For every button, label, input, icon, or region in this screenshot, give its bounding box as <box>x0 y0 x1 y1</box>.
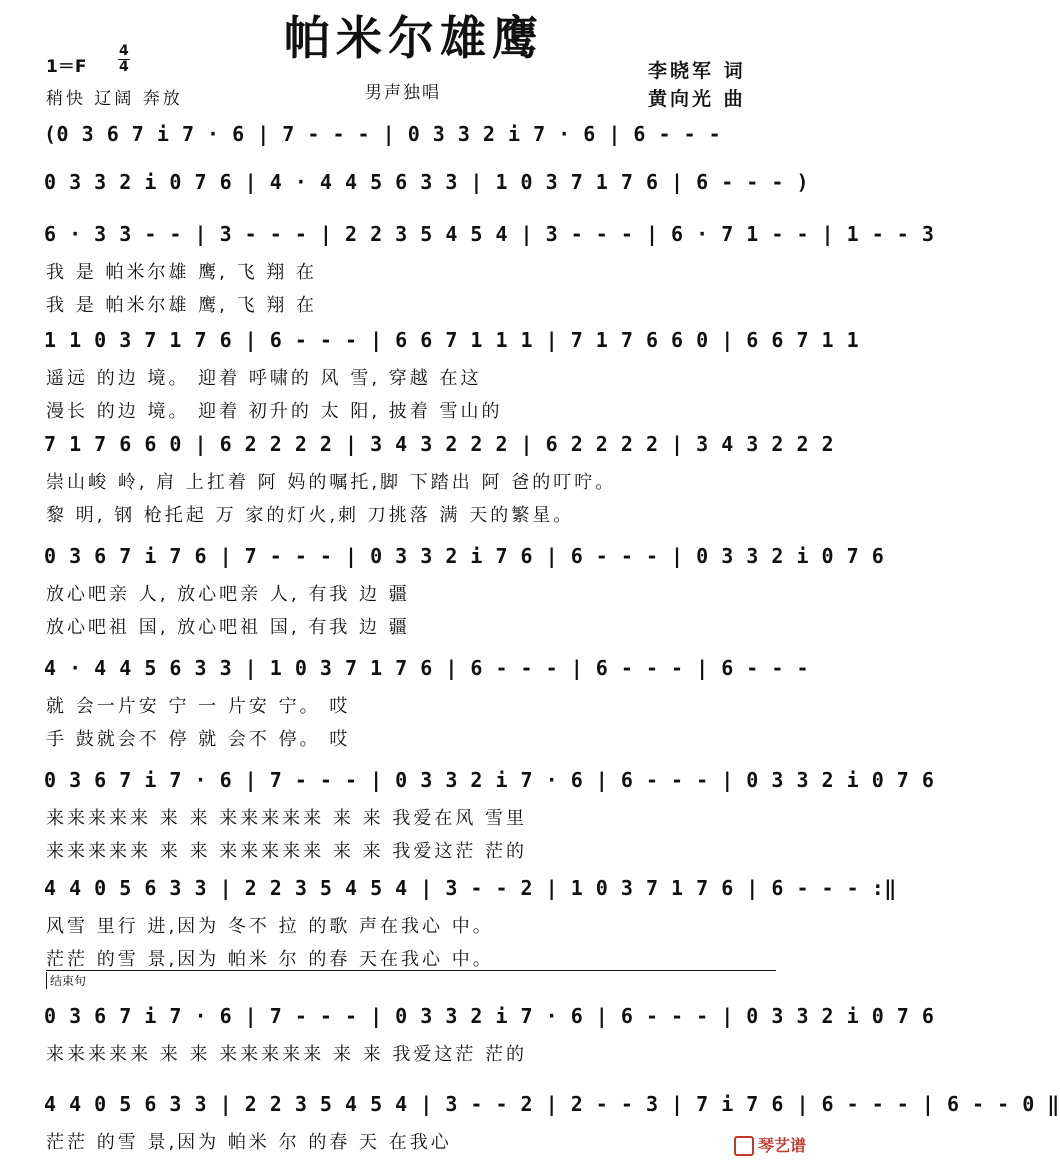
time-signature <box>118 44 130 75</box>
lyric-line: 茫茫 的雪 景,因为 帕米 尔 的春 天 在我心 <box>46 1132 452 1153</box>
key-signature: 1＝F <box>46 57 87 77</box>
notation-line: 4 4 0 5 6 3 3 | 2 2 3 5 4 5 4 | 3 - - 2 | 1 0 3 7 1 7 6 | 6 - - - :‖ <box>44 876 897 900</box>
watermark-text: 琴艺谱 <box>757 1135 806 1155</box>
lyric-line: 我 是 帕米尔雄 鹰, 飞 翔 在 <box>46 262 318 283</box>
notation-line: 0 3 6 7 i 7 · 6 | 7 - - - | 0 3 3 2 i 7 · 6 | 6 - - - | 0 3 3 2 i 0 7 6 <box>44 1004 935 1028</box>
song-title: 帕米尔雄鹰 <box>284 11 544 65</box>
notation-line: 0 3 6 7 i 7 · 6 | 7 - - - | 0 3 3 2 i 7 · 6 | 6 - - - | 0 3 3 2 i 0 7 6 <box>44 768 935 792</box>
lyric-line: 遥远 的边 境。 迎着 呼啸的 风 雪, 穿越 在这 <box>46 368 482 389</box>
notation-line: 0 3 6 7 i 7 6 | 7 - - - | 0 3 3 2 i 7 6 | 6 - - - | 0 3 3 2 i 0 7 6 <box>44 544 885 568</box>
lyric-line: 放心吧亲 人, 放心吧亲 人, 有我 边 疆 <box>46 584 410 605</box>
tempo-marking: 稍快 辽阔 奔放 <box>46 89 183 109</box>
lyric-line: 来来来来来 来 来 来来来来来 来 来 我爱这茫 茫的 <box>46 841 528 862</box>
lyric-line: 来来来来来 来 来 来来来来来 来 来 我爱在风 雪里 <box>46 808 528 829</box>
lyric-line: 来来来来来 来 来 来来来来来 来 来 我爱这茫 茫的 <box>46 1044 528 1065</box>
performance-mode: 男声独唱 <box>365 83 441 103</box>
lyric-line: 崇山峻 岭, 肩 上扛着 阿 妈的嘱托,脚 下踏出 阿 爸的叮咛。 <box>46 472 617 493</box>
lyric-line: 就 会一片安 宁 一 片安 宁。 哎 <box>46 696 351 717</box>
lyric-line: 漫长 的边 境。 迎着 初升的 太 阳, 披着 雪山的 <box>46 401 503 422</box>
notation-line: 0 3 3 2 i 0 7 6 | 4 · 4 4 5 6 3 3 | 1 0 3 7 1 7 6 | 6 - - - ) <box>44 170 810 194</box>
coda-divider <box>46 970 776 971</box>
watermark-logo-icon <box>734 1136 754 1156</box>
lyric-line: 手 鼓就会不 停 就 会不 停。 哎 <box>46 729 351 750</box>
lyricist-credit: 李晓军 词 <box>648 60 746 82</box>
composer-credit: 黄向光 曲 <box>648 88 746 110</box>
notation-line: 4 · 4 4 5 6 3 3 | 1 0 3 7 1 7 6 | 6 - - - | 6 - - - | 6 - - - <box>44 656 810 680</box>
notation-line: 4 4 0 5 6 3 3 | 2 2 3 5 4 5 4 | 3 - - 2 | 2 - - 3 | 7 i 7 6 | 6 - - - | 6 - - 0 ‖ <box>44 1092 1060 1116</box>
meter-top: 4 <box>119 43 129 59</box>
lyric-line: 我 是 帕米尔雄 鹰, 飞 翔 在 <box>46 295 318 316</box>
notation-line: 1 1 0 3 7 1 7 6 | 6 - - - | 6 6 7 1 1 1 | 7 1 7 6 6 0 | 6 6 7 1 1 <box>44 328 860 352</box>
notation-line: 7 1 7 6 6 0 | 6 2 2 2 2 | 3 4 3 2 2 2 | 6 2 2 2 2 | 3 4 3 2 2 2 <box>44 432 835 456</box>
notation-line: (0 3 6 7 i 7 · 6 | 7 - - - | 0 3 3 2 i 7 · 6 | 6 - - - <box>44 122 722 146</box>
notation-line: 6 · 3 3 - - | 3 - - - | 2 2 3 5 4 5 4 | 3 - - - | 6 · 7 1 - - | 1 - - 3 <box>44 222 935 246</box>
coda-label: 结束句 <box>46 972 86 989</box>
lyric-line: 风雪 里行 进,因为 冬不 拉 的歌 声在我心 中。 <box>46 916 494 937</box>
lyric-line: 放心吧祖 国, 放心吧祖 国, 有我 边 疆 <box>46 617 410 638</box>
lyric-line: 黎 明, 钢 枪托起 万 家的灯火,刺 刀挑落 满 天的繁星。 <box>46 505 575 526</box>
lyric-line: 茫茫 的雪 景,因为 帕米 尔 的春 天在我心 中。 <box>46 949 494 970</box>
watermark <box>734 1133 806 1157</box>
meter-bottom: 4 <box>119 59 129 75</box>
